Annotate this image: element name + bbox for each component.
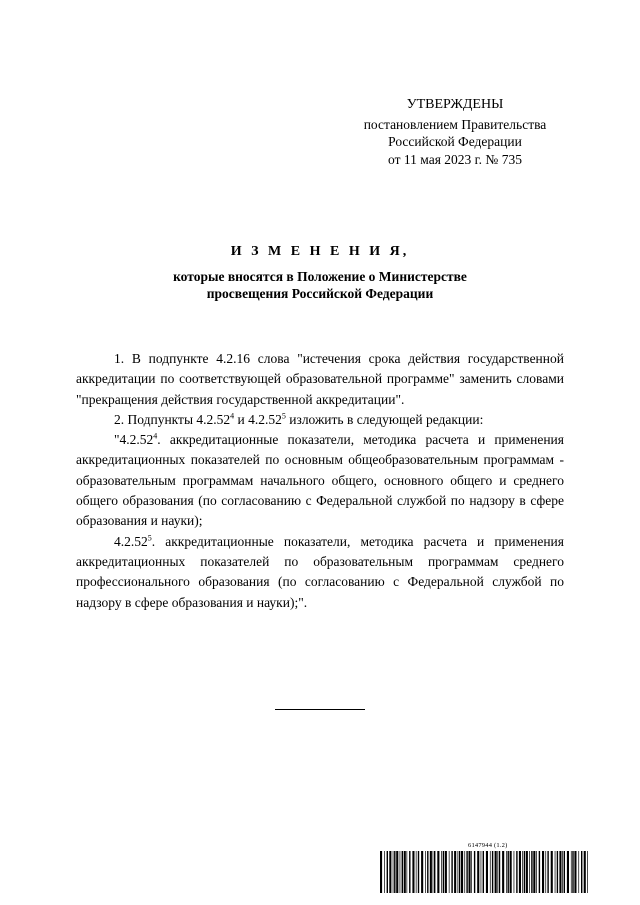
paragraph-1: 1. В подпункте 4.2.16 слова "истечения срока действия государственной аккредитации по соответствующей образовательной программе" заменить словами "прекращения действия государственной аккредитации". [76,351,564,407]
barcode-bar [483,851,484,893]
paragraph-2-text-c: изложить в следующей редакции: [285,411,484,427]
barcode-bar [409,851,410,893]
barcode-bar [506,851,507,893]
superscript-4: 4 [230,411,235,421]
document-subtitle [70,268,570,302]
barcode-bar [412,851,414,893]
subtitle-line-2: просвещения Российской Федерации [206,286,434,301]
barcode-bar [384,851,385,893]
barcode-bar [443,851,444,893]
barcode-bar [584,851,586,893]
barcode-bar [545,851,546,893]
barcode-bar [508,851,509,893]
barcode-bar [572,851,573,893]
superscript-5: 5 [147,533,152,543]
barcode-bar [536,851,537,893]
approval-line-2: Российской Федерации [388,134,522,149]
barcode-bar [466,851,467,893]
barcode-bar [427,851,428,893]
barcode-bar [531,851,532,893]
paragraph-4 [76,532,564,613]
barcode-bar [445,851,447,893]
document-body [76,349,564,613]
barcode-bar [464,851,465,893]
barcode-bar [581,851,582,893]
approval-line-1: постановлением Правительства [363,116,547,132]
barcode-bar [380,851,382,893]
clause-text: . аккредитационные показатели, методика расчета и применения аккредитационных показателей по образовательным программам среднего профессионального образования (по согласованию с Федеральной службой по надзору в сфере образования и науки);". [76,533,564,610]
barcode-bar [542,851,544,893]
barcode [380,851,590,893]
barcode-bar [551,851,553,893]
barcode-bar [433,851,434,893]
barcode-bar [454,851,456,893]
barcode-bar [499,851,500,893]
barcode-bar [418,851,419,893]
barcode-bar [502,851,504,893]
barcode-bar [557,851,558,893]
barcode-bar [495,851,497,893]
barcode-bar [394,851,395,893]
barcode-bar [387,851,388,893]
barcode-bar [574,851,576,893]
barcode-bar [564,851,565,893]
barcode-bar [404,851,406,893]
barcode-bar [407,851,408,893]
barcode-bar [459,851,460,893]
barcode-bar [492,851,493,893]
barcode-bar [547,851,548,893]
barcode-number: 6147944 (1.2) [468,842,508,849]
barcode-bar [477,851,479,893]
barcode-bar [396,851,398,893]
barcode-bar [510,851,512,893]
barcode-bar [571,851,572,893]
barcode-bar [555,851,556,893]
barcode-bar [474,851,475,893]
barcode-bar [559,851,561,893]
document-title: И З М Е Н Е Н И Я, [230,244,410,259]
barcode-bar [497,851,498,893]
barcode-bar [539,851,540,893]
barcode-bar [393,851,394,893]
clause-number: "4.2.52 [114,432,154,448]
approval-date-number: от 11 мая 2023 г. № 735 [388,151,522,167]
barcode-bar [434,851,435,893]
barcode-bar [514,851,515,893]
barcode-bar [533,851,535,893]
barcode-bar [425,851,426,893]
barcode-bar [567,851,569,893]
approval-stamp: УТВЕРЖДЕНЫ [406,97,504,112]
barcode-bar [389,851,391,893]
subtitle-line-1: которые вносятся в Положение о Министерстве [173,269,467,284]
barcode-bar [469,851,471,893]
barcode-bar [451,851,452,893]
barcode-bar [400,851,401,893]
barcode-bar [516,851,517,893]
paragraph-2-text-a: 2. Подпункты 4.2.52 [114,411,231,427]
barcode-bar [486,851,488,893]
barcode-bar [449,851,450,893]
paragraph-2 [76,410,564,430]
barcode-bar [430,851,432,893]
paragraph-3 [76,430,564,531]
barcode-bar [490,851,491,893]
barcode-bar [524,851,525,893]
barcode-bar [471,851,472,893]
barcode-bar [461,851,463,893]
barcode-bar [578,851,579,893]
barcode-bar [441,851,442,893]
superscript-4: 4 [153,431,158,441]
clause-number: 4.2.52 [114,533,148,549]
barcode-bar [437,851,439,893]
barcode-bar [529,851,530,893]
barcode-bar [562,851,563,893]
clause-text: . аккредитационные показатели, методика расчета и применения аккредитационных показателей по основным общеобразовательным программам - образовательным программам начального общего, основного общего и среднего общего образования (по согласованию с Федеральной службой по надзору в сфере образования и науки); [76,432,564,529]
superscript-5: 5 [281,411,286,421]
approval-block [340,96,570,168]
barcode-bar [522,851,523,893]
barcode-bar [402,851,403,893]
barcode-bar [458,851,459,893]
barcode-bar [519,851,521,893]
barcode-bar [481,851,482,893]
barcode-bar [416,851,417,893]
barcode-bar [587,851,588,893]
barcode-bar [526,851,528,893]
closing-rule [275,709,365,710]
paragraph-2-text-b: и 4.2.52 [234,411,282,427]
barcode-bar [421,851,423,893]
